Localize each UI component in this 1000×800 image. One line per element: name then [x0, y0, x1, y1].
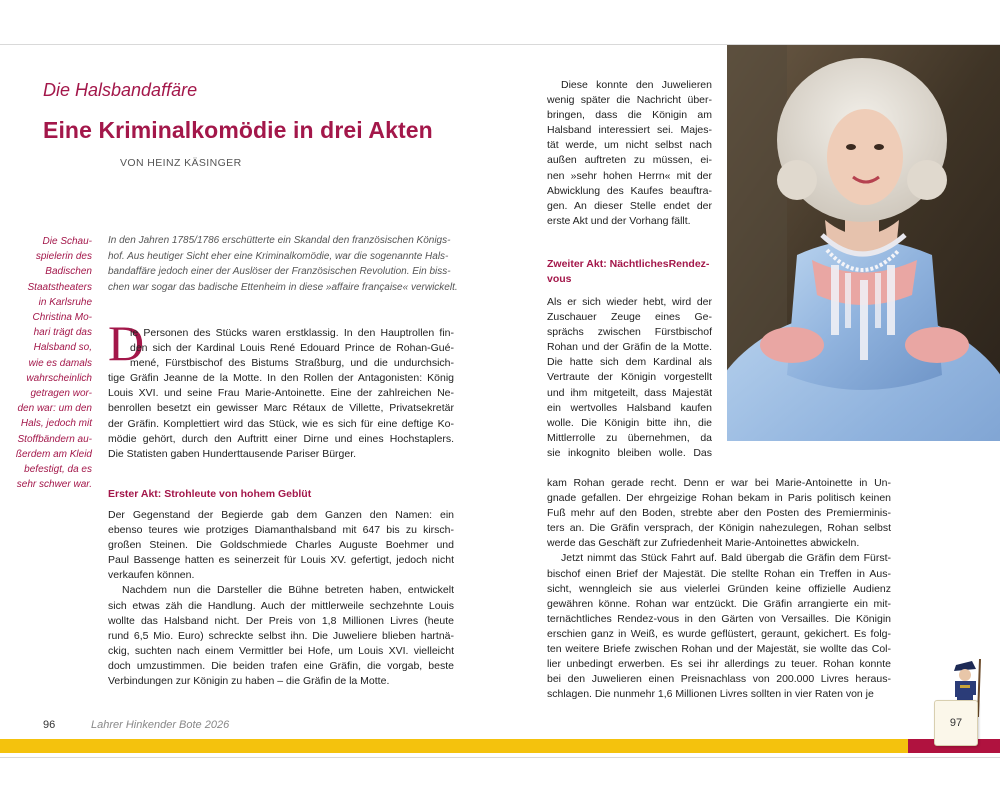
caption-line: ßerdem am Kleid [15, 448, 92, 460]
body-line: ters an. Die Gräfin versprach, der Königin nahezulegen, Rohan selbst [547, 522, 891, 535]
caption-line: Halsband so, [33, 342, 92, 354]
body-line: Der Gegenstand der Begierde gab dem Ganzen den Namen: ein [108, 509, 454, 521]
body-line: Paul Bassenge hatten es seinerzeit für Louis XV. gefertigt, jedoch nicht [108, 554, 454, 567]
heading-line: Rendez-vous [547, 258, 710, 285]
footer-left [43, 719, 229, 731]
body-line: gen. An dieser Stelle endet der [547, 199, 712, 212]
body-line: erste Akt und der Vorhang fällt. [547, 214, 691, 227]
body-line: gnade gefallen. Der ehrgeizige Rohan bekam in Paris politisch keinen [547, 492, 891, 505]
body-line: Halsband interessiert sei. Majes- [547, 124, 712, 137]
intro-line: chen war sogar das badische Ettenheim in diese »affaire française« verwickelt. [108, 281, 458, 293]
intro-line: hof. Aus heutiger Sicht eher eine Kriminalkomödie, war die sogenannte Hals- [108, 250, 449, 262]
body-line: Zuschauer Zeuge eines Ge- [547, 311, 712, 324]
act1-heading: Erster Akt: Strohleute von hohem Geblüt [108, 488, 312, 500]
body-line: kam Rohan gerade recht. Denn er war bei Marie-Antoinette in Un- [547, 477, 891, 489]
caption-line: Die Schau- [42, 236, 92, 247]
body-line: tige Gräfin Jeanne de la Motte. In den Rollen der Antagonisten: König [108, 372, 454, 385]
body-line: gewähren könne. Rohan war entzückt. Die Gräfin arrangierte ein mit- [547, 597, 891, 610]
body-line: Jetzt nimmt das Stück Fahrt auf. Bald übergab die Gräfin dem Fürst- [561, 552, 891, 565]
body-line: Abwicklung des Kaufes beauftra- [547, 184, 712, 197]
body-line: nen »sehr hohen Herrn« mit der [547, 169, 712, 182]
body-line: sicht, wenngleich sie aus vielerlei Gründen keine offizielle Audienz [547, 582, 891, 595]
body-line: Die Statisten gaben Hunderttausende Pariser Bürger. [108, 447, 357, 460]
body-line: ternächtliches Rendez-vous in den Gärten von Versailles. Die Königin [547, 612, 891, 625]
body-line: wollte das Halsband nicht. Der Preis von 1,8 Millionen Livres (heute [108, 614, 454, 627]
heading-line: Zweiter Akt: Nächtliches [547, 258, 669, 270]
body-line: und ihm mitgeteilt, dass Majestät [547, 386, 712, 399]
article-title: Eine Kriminalkomödie in drei Akten [43, 117, 433, 143]
body-line: der Gräfin. Komplettiert wird das Stück, wie es sich für eine deftige Ko- [108, 417, 454, 430]
caption-line: den war: um den [17, 403, 92, 415]
caption-line: befestigt, da es [24, 464, 92, 476]
body-line: ie Personen des Stücks waren erstklassig. In den Hauptrollen fin- [130, 327, 454, 339]
article-intro [108, 233, 458, 295]
body-line: verkaufen können. [108, 569, 195, 582]
body-line: ein wertvolles Halsband kaufen [547, 401, 712, 414]
body-line: lier unbedingt erwerben. Es sei ihr allerdings zu teuer. Rohan konnte [547, 658, 891, 671]
body-line: ten weitere Briefe zwischen Rohan und der Majestät, sie wollte das Col- [547, 643, 891, 656]
caption-line: Christina Mo- [32, 312, 92, 324]
body-line: mödie gehört, durch den Auftritt einer Dirne und eines Hochstaplers. [108, 432, 454, 445]
act2-wide-column [547, 476, 891, 702]
caption-line: in Karlsruhe [38, 296, 92, 308]
caption-line: getragen wor- [30, 388, 92, 400]
body-line: sie inkognito bleiben wolle. Das [547, 446, 712, 459]
body-line: sprächs zwischen Fürstbischof [547, 326, 712, 339]
publication-name: Lahrer Hinkender Bote 2026 [91, 719, 230, 731]
body-line: ckig, suchten nach einem Vermittler bei Hofe, um Louis XVI. vielleicht [108, 644, 454, 657]
body-line: rund 6,5 Mio. Euro) schreckte selbst ihn. Die Juweliere blieben hartnä- [108, 629, 454, 642]
body-line: sich etwas zäh die Handlung. Auch der mittlerweile sechzehnte Louis [108, 599, 454, 612]
body-line: erschien ganz in Weiß, es wurde geflüstert, geraunt, gekichert. Es folg- [547, 627, 891, 640]
body-intro-paragraph [108, 326, 454, 462]
caption-line: hari trägt das [33, 327, 92, 339]
page-number-scroll [934, 700, 978, 746]
body-line: Verbindungen zur Königin zu haben – die Gräfin de la Motte. [108, 675, 390, 688]
body-line: bringen, dass die Königin am [547, 109, 712, 122]
body-line: außen auftreten zu müssen, ei- [547, 154, 712, 167]
caption-line: spielerin des [35, 251, 92, 263]
footer-band-yellow [0, 739, 908, 753]
caption-line: Hals, jedoch mit [20, 418, 92, 430]
caption-line: sehr schwer war. [16, 479, 92, 491]
body-line: Vertraute der Königin vorgestellt [547, 371, 712, 384]
body-line: bischof einen Brief der Majestät. Die stellte Rohan ein Treffen in Aus- [547, 567, 891, 580]
body-line: Rohan und der Gräfin de la Motte. [547, 341, 712, 354]
caption-line: wahrscheinlich [26, 372, 92, 384]
body-line: schlagen. Die nunmehr 1,6 Millionen Livres sollten in vier Raten von je [547, 688, 874, 701]
article-kicker: Die Halsbandaffäre [43, 80, 198, 100]
body-line: Nachdem nun die Darsteller die Bühne betreten haben, entwickelt [122, 584, 454, 597]
body-line: Als er sich wieder hebt, wird der [547, 296, 712, 308]
body-line: wenig später die Nachricht über- [547, 94, 712, 107]
act2-narrow-column [547, 295, 712, 461]
left-page-number: 96 [43, 719, 56, 731]
body-line: großen Steinen. Die Goldschmiede Charles Auguste Boehmer und [108, 539, 454, 552]
drop-cap: D [108, 315, 145, 371]
face [827, 109, 903, 205]
right-page-number: 97 [949, 717, 963, 729]
article-author: VON HEINZ KÄSINGER [120, 157, 242, 169]
caption-line: wie es damals [28, 357, 92, 369]
caption-line: Stoffbändern au- [17, 433, 92, 445]
body-line: mené, Fürstbischof des Bistums Straßburg, und die undurchsich- [130, 357, 454, 370]
body-line: Louis XVI. und seine Frau Marie-Antoinette. Eine der zahlreichen Ne- [108, 387, 454, 400]
body-line: Diese konnte den Juwelieren [561, 79, 712, 91]
body-line: den sich der Kardinal Louis René Edouard Prince de Rohan-Gué- [130, 342, 454, 355]
act1-body [108, 508, 454, 689]
photo-caption [10, 234, 92, 492]
body-line: werde das Geschäft zur Zufriedenheit Marie-Antoinettes abwickeln. [547, 537, 860, 550]
body-line: Die hatte sich dem Kardinal als [547, 356, 712, 369]
right-top-paragraph [547, 78, 712, 229]
body-line: bei den Juwelieren einen Preisnachlass von 200.000 Livres heraus- [547, 673, 891, 686]
body-line: Mittlerrolle zu übernehmen, da [547, 431, 712, 444]
body-line: benrollen besetzt ein gewisser Marc Rétaux de Villette, Privatsekretär [108, 402, 454, 415]
body-line: Fuß mehr auf den Boden, strebte aber den Posten des Premierminis- [547, 507, 891, 520]
magazine-spread [0, 44, 1000, 758]
intro-line: In den Jahren 1785/1786 erschütterte ein Skandal den französischen Königs- [108, 235, 451, 246]
body-line: ebenso teures wie protziges Diamanthalsband mit 647 bis zu kirsch- [108, 524, 454, 537]
actress-photo [727, 45, 1000, 441]
body-line: wolle. Die Königin bitte ihn, die [547, 416, 712, 429]
intro-line: bandaffäre jedoch einer der Auslöser der Französischen Revolution. Ein biss- [108, 266, 451, 277]
body-line: tät werde, um nicht selbst nach [547, 139, 712, 152]
body-line: doch umzustimmen. Die beiden trafen eine Gräfin, die vorgab, beste [108, 659, 454, 672]
caption-line: Badischen [45, 266, 92, 278]
act2-heading [547, 257, 717, 287]
caption-line: Staatstheaters [27, 281, 92, 293]
